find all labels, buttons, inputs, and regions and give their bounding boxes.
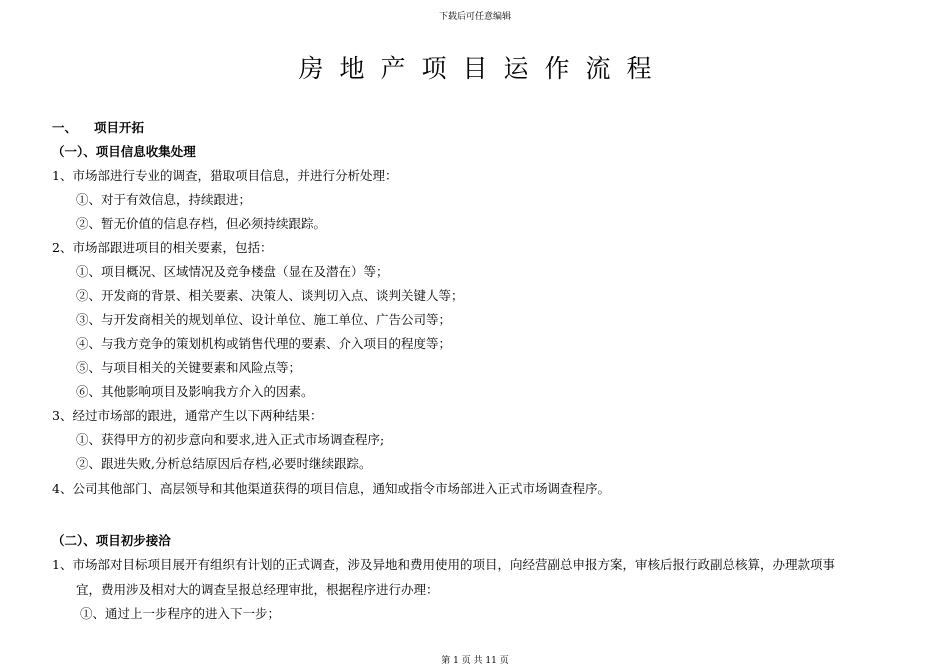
paragraph-line: ②、开发商的背景、相关要素、决策人、谈判切入点、谈判关键人等； (76, 288, 464, 303)
page-footer: 第 1 页 共 11 页 (441, 656, 509, 666)
paragraph-line: 宜，费用涉及相对大的调查呈报总经理审批，根据程序进行办理： (76, 582, 439, 597)
paragraph-line: ①、通过上一步程序的进入下一步； (80, 606, 281, 621)
paragraph-line: 3、经过市场部的跟进，通常产生以下两种结果： (52, 408, 323, 423)
paragraph-line: 1、市场部进行专业的调查，猎取项目信息，并进行分析处理： (52, 168, 398, 183)
section-heading-number: 一、 (52, 120, 78, 135)
page-title: 房地产项目运作流程 (298, 54, 668, 83)
subsection-heading-2: （二）、项目初步接洽 (52, 533, 171, 548)
subsection-heading-1: （一）、项目信息收集处理 (52, 144, 196, 159)
paragraph-line: ①、对于有效信息，持续跟进； (76, 192, 252, 207)
paragraph-line: ②、跟进失败,分析总结原因后存档,必要时继续跟踪。 (76, 456, 372, 471)
paragraph-line: ②、暂无价值的信息存档，但必须持续跟踪。 (76, 216, 327, 231)
paragraph-line: ①、项目概况、区域情况及竞争楼盘（显在及潜在）等； (76, 264, 389, 279)
paragraph-line: ⑤、与项目相关的关键要素和风险点等； (76, 360, 302, 375)
paragraph-line: ⑥、其他影响项目及影响我方介入的因素。 (76, 384, 314, 399)
paragraph-line: 2、市场部跟进项目的相关要素，包括： (52, 240, 273, 255)
header-note: 下载后可任意编辑 (438, 12, 511, 22)
section-heading: 项目开拓 (94, 120, 145, 135)
paragraph-line: 1、市场部对目标项目展开有组织有计划的正式调查，涉及异地和费用使用的项目，向经营副总申报方案，审核后报行政副总核算，办理款项事 (52, 557, 835, 572)
paragraph-line: ①、获得甲方的初步意向和要求,进入正式市场调查程序; (76, 432, 385, 447)
paragraph-line: ④、与我方竞争的策划机构或销售代理的要素、介入项目的程度等； (76, 336, 452, 351)
paragraph-line: ③、与开发商相关的规划单位、设计单位、施工单位、广告公司等； (76, 312, 452, 327)
paragraph-line: 4、公司其他部门、高层领导和其他渠道获得的项目信息，通知或指令市场部进入正式市场调查程序。 (52, 481, 610, 496)
